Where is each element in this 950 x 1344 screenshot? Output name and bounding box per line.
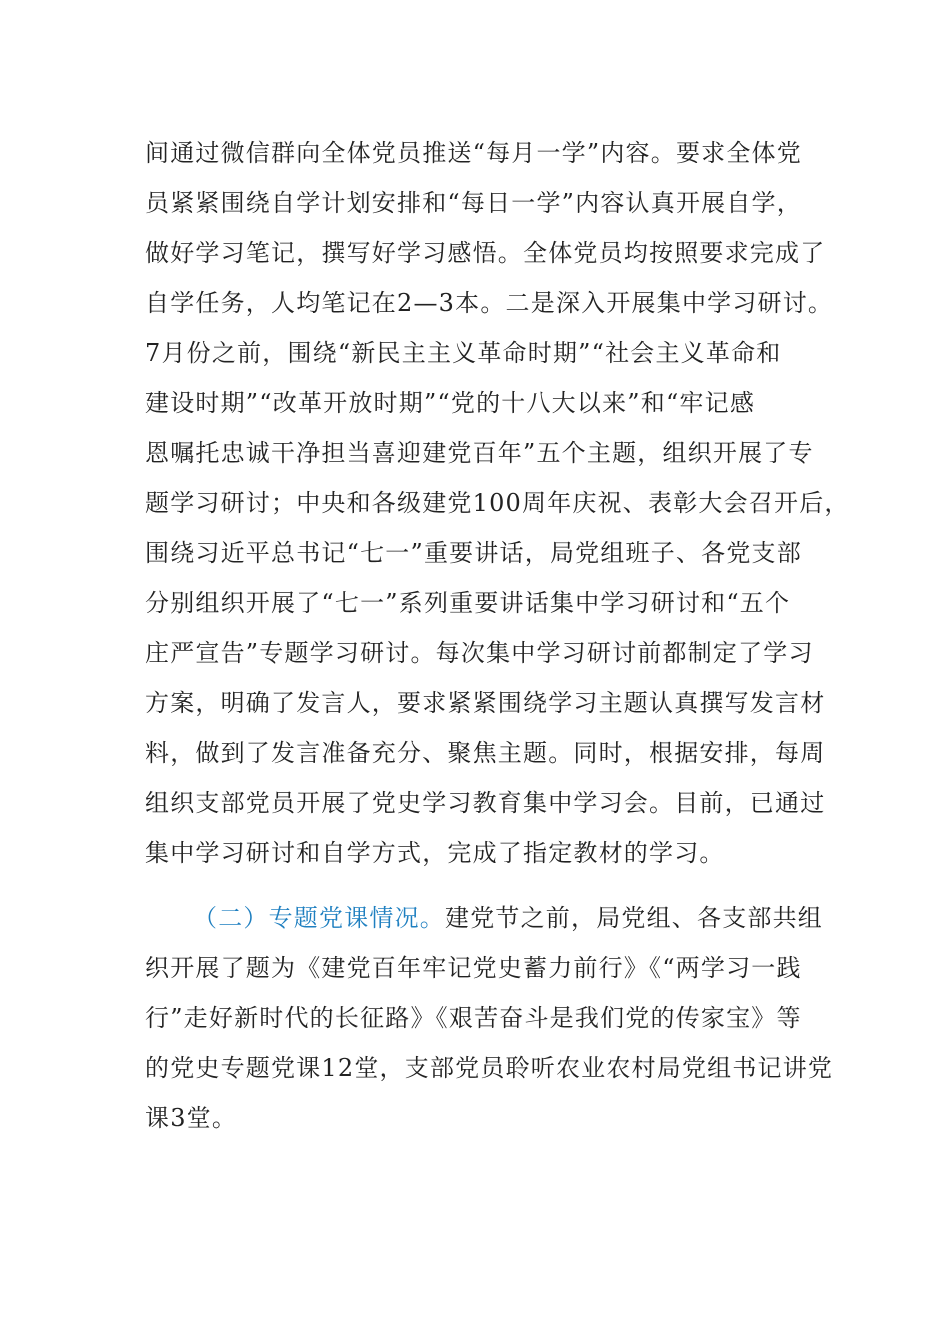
paragraph-2-line-5: 课3堂。 [145,1104,238,1132]
paragraph-1-line-7: 恩嘱托忠诚干净担当喜迎建党百年”五个主题，组织开展了专 [145,439,814,467]
paragraph-2-line-1 [193,898,823,938]
paragraph-1-line-9: 围绕习近平总书记“七一”重要讲话，局党组班子、各党支部 [145,539,802,567]
paragraph-1-line-10: 分别组织开展了“七一”系列重要讲话集中学习研讨和“五个 [145,589,791,617]
paragraph-1-line-8: 题学习研讨；中央和各级建党100周年庆祝、表彰大会召开后， [145,489,850,517]
paragraph-1-line-12: 方案，明确了发言人，要求紧紧围绕学习主题认真撰写发言材 [145,689,826,717]
paragraph-1-line-11: 庄严宣告”专题学习研讨。每次集中学习研讨前都制定了学习 [145,639,814,667]
paragraph-2-line-3: 行”走好新时代的长征路》《艰苦奋斗是我们党的传家宝》等 [145,1004,802,1032]
paragraph-1-line-6: 建设时期”“改革开放时期”“党的十八大以来”和“牢记感 [145,389,756,417]
paragraph-1-line-14: 组织支部党员开展了党史学习教育集中学习会。目前，已通过 [145,789,826,817]
paragraph-1-line-4: 自学任务，人均笔记在2—3本。二是深入开展集中学习研讨。 [145,289,834,317]
paragraph-1-line-1: 间通过微信群向全体党员推送“每月一学”内容。要求全体党 [145,139,802,167]
paragraph-1-line-2: 员紧紧围绕自学计划安排和“每日一学”内容认真开展自学， [145,189,802,217]
paragraph-1-line-5: 7月份之前，围绕“新民主主义革命时期”“社会主义革命和 [145,339,782,367]
paragraph-2-line-2: 织开展了题为《建党百年牢记党史蓄力前行》《“两学习一践 [145,954,802,982]
section-heading: （二）专题党课情况。 [193,904,445,932]
paragraph-1-line-13: 料，做到了发言准备充分、聚焦主题。同时，根据安排，每周 [145,739,826,767]
paragraph-1-line-3: 做好学习笔记，撰写好学习感悟。全体党员均按照要求完成了 [145,239,826,267]
paragraph-1-line-15: 集中学习研讨和自学方式，完成了指定教材的学习。 [145,839,725,867]
paragraph-2-line-1-text: 建党节之前，局党组、各支部共组 [445,904,823,932]
paragraph-2-line-4: 的党史专题党课12堂，支部党员聆听农业农村局党组书记讲党 [145,1054,834,1082]
